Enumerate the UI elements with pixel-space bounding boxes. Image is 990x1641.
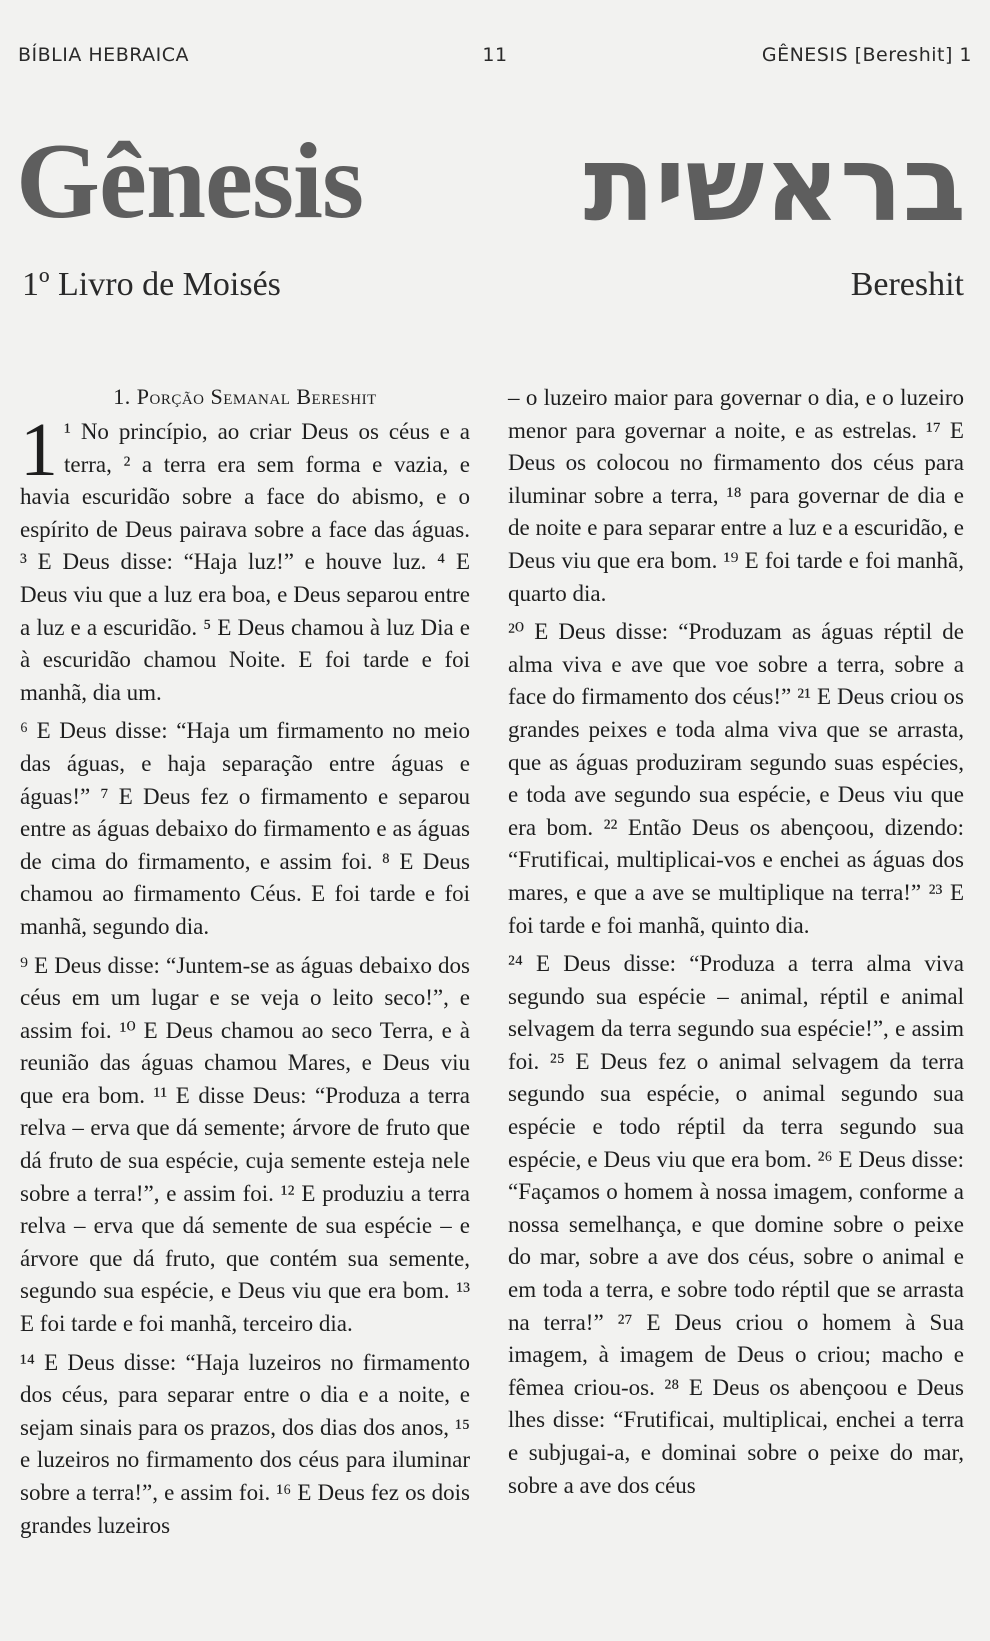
paragraph: ²⁴ E Deus disse: “Produza a terra alma viva segundo sua espécie – animal, réptil e animal selvagem da terra segundo sua espécie!”, e assim foi. ²⁵ E Deus fez o animal selvagem da terra segundo sua espécie, o animal segundo sua espécie e todo réptil da terra segundo sua espécie, e Deus viu que era bom. ²⁶ E Deus disse: “Façamos o homem à nossa imagem, conforme a nossa semelhança, e que domine sobre o peixe do mar, sobre a ave dos céus, sobre o animal e em toda a terra, e sobre todo réptil que se arrasta na terra!” ²⁷ E Deus criou o homem à Sua imagem, à imagem de Deus o criou; macho e fêmea criou-os. ²⁸ E Deus os abençoou e Deus lhes disse: “Frutificai, multiplicai, enchei a terra e subjugai-a, e dominai sobre o peixe do mar, sobre a ave dos céus	[508, 951, 964, 1498]
left-text-column	[20, 382, 470, 1548]
paragraph: ²⁰ E Deus disse: “Produzam as águas réptil de alma viva e ave que voe sobre a terra, sobre a face do firmamento dos céus!” ²¹ E Deus criou os grandes peixes e toda alma viva que se arrasta, que as águas produziram segundo suas espécies, e toda ave segundo sua espécie, e Deus viu que era bom. ²² Então Deus os abençoou, dizendo: “Frutificai, multiplicai-vos e enchei as águas dos mares, e que a ave se multiplique na terra!” ²³ E foi tarde e foi manhã, quinto dia.	[508, 619, 964, 938]
paragraph: ⁹ E Deus disse: “Juntem-se as águas debaixo dos céus em um lugar e se veja o leito seco!”, e assim foi. ¹⁰ E Deus chamou ao seco Terra, e à reunião das águas chamou Mares, e Deus viu que era bom. ¹¹ E disse Deus: “Produza a terra relva – erva que dá semente; árvore de fruto que dá fruto de sua espécie, cuja semente esteja nele sobre a terra!”, e assim foi. ¹² E produziu a terra relva – erva que dá semente de sua espécie – e árvore que dá fruto, que contém sua semente, segundo sua espécie, e Deus viu que era bom. ¹³ E foi tarde e foi manhã, terceiro dia.	[20, 952, 470, 1337]
book-subtitle: 1º Livro de Moisés	[22, 266, 281, 303]
chapter-dropcap: 1	[20, 408, 58, 492]
page-number: 11	[482, 44, 508, 66]
header-book-title: BÍBLIA HEBRAICA	[18, 44, 190, 66]
section-title: 1. Porção Semanal Bereshit	[113, 384, 377, 409]
paragraph	[20, 408, 470, 709]
paragraph: – o luzeiro maior para governar o dia, e o luzeiro menor para governar a noite, e as estrelas. ¹⁷ E Deus os colocou no firmamento dos céus para iluminar sobre a terra, ¹⁸ para governar de dia e de noite e para separar entre a luz e a escuridão, e Deus viu que era bom. ¹⁹ E foi tarde e foi manhã, quarto dia.	[508, 385, 964, 606]
book-title-hebrew: בראשית	[583, 123, 966, 245]
paragraph: ¹⁴ E Deus disse: “Haja luzeiros no firmamento dos céus, para separar entre o dia e a noite, e sejam sinais para os prazos, dos dias dos anos, ¹⁵ e luzeiros no firmamento dos céus para iluminar sobre a terra!”, e assim foi. ¹⁶ E Deus fez os dois grandes luzeiros	[20, 1349, 470, 1538]
book-subtitle-hebrew-transliteration: Bereshit	[850, 266, 964, 303]
header-chapter-ref: GÊNESIS [Bereshit] 1	[761, 44, 972, 66]
page-header	[18, 44, 972, 74]
paragraph: ⁶ E Deus disse: “Haja um firmamento no meio das águas, e haja separação entre águas e águas!” ⁷ E Deus fez o firmamento e separou entre as águas debaixo do firmamento e as águas de cima do firmamento, e assim foi. ⁸ E Deus chamou ao firmamento Céus. E foi tarde e foi manhã, segundo dia.	[20, 718, 470, 939]
right-text-column	[508, 382, 964, 1508]
book-title-portuguese: Gênesis	[16, 122, 364, 241]
paragraph-text: ¹ No princípio, ao criar Deus os céus e a terra, ² a terra era sem forma e vazia, e havia escuridão sobre a face do abismo, e o espírito de Deus pairava sobre a face das águas. ³ E Deus disse: “Haja luz!” e houve luz. ⁴ E Deus viu que a luz era boa, e Deus separou entre a luz e a escuridão. ⁵ E Deus chamou à luz Dia e à escuridão chamou Noite. E foi tarde e foi manhã, dia um.	[20, 419, 470, 705]
